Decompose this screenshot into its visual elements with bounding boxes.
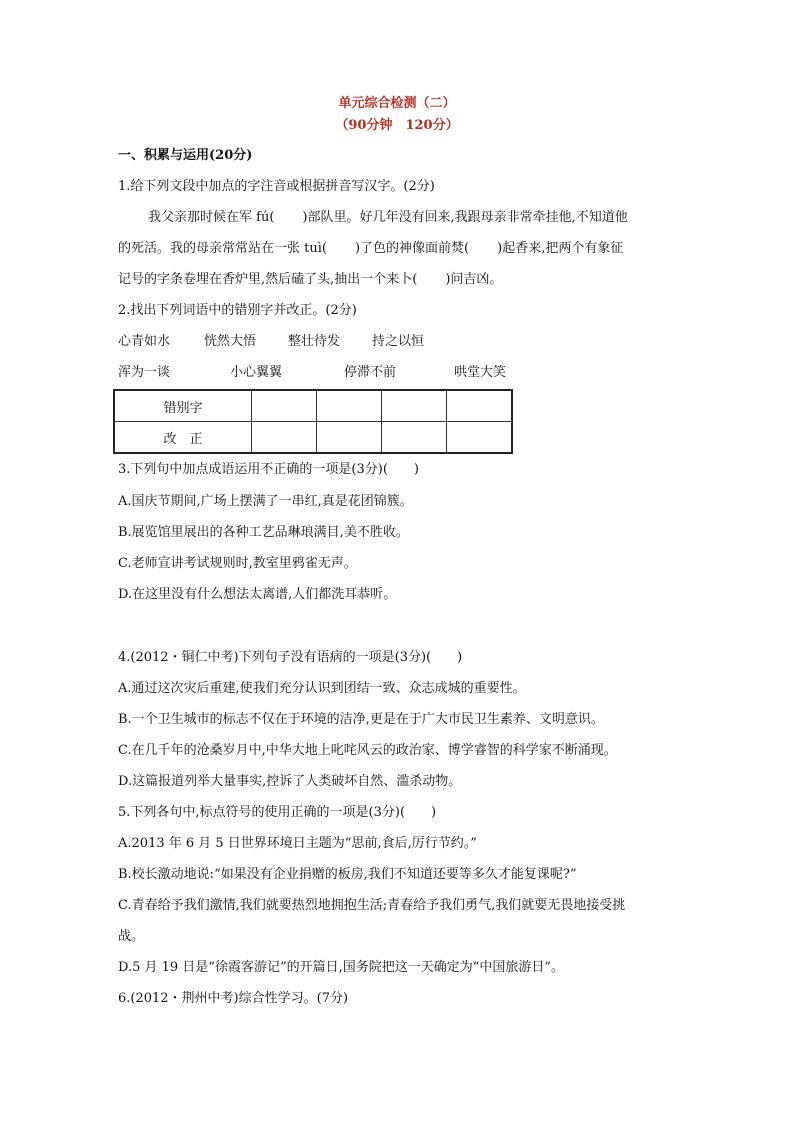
question-2-stem: 2.找出下列词语中的错别字并改正。(2分) [118,303,357,318]
answer-cell[interactable] [252,422,317,454]
question-6-stem: 6.(2012・荆州中考)综合性学习。(7分) [118,991,349,1006]
answer-cell[interactable] [447,422,513,454]
question-5-option-c-cont: 战。 [118,929,145,944]
question-5-option-a: A.2013 年 6 月 5 日世界环境日主题为“思前,食后,厉行节约。” [118,836,477,851]
question-4-stem: 4.(2012・铜仁中考)下列句子没有语病的一项是(3分)( ) [118,650,463,665]
answer-cell[interactable] [317,390,382,422]
wrong-char-label: 错别字 [114,390,252,422]
word-item: 恍然大悟 [204,334,257,349]
question-4-option-a: A.通过这次灾后重建,使我们充分认识到团结一致、众志成城的重要性。 [118,681,526,696]
question-3-stem: 3.下列句中加点成语运用不正确的一项是(3分)( ) [118,462,419,477]
section-heading: 一、积累与运用(20分) [118,148,253,163]
exam-subtitle: （90分钟 120分） [335,118,459,133]
exam-title: 单元综合检测（二） [338,96,456,111]
word-item: 整壮待发 [288,334,341,349]
question-5-stem: 5.下列各句中,标点符号的使用正确的一项是(3分)( ) [118,805,437,820]
word-item: 持之以恒 [372,334,425,349]
question-3-option-c: C.老师宣讲考试规则时,教室里鸦雀无声。 [118,556,357,571]
answer-cell[interactable] [447,390,513,422]
word-item: 小心翼翼 [230,365,283,380]
word-item: 哄堂大笑 [454,365,507,380]
table-row [114,390,512,422]
question-3-option-b: B.展览馆里展出的各种工艺品琳琅满目,美不胜收。 [118,525,409,540]
question-1-stem: 1.给下列文段中加点的字注音或根据拼音写汉字。(2分) [118,179,435,194]
word-item: 停滞不前 [344,365,397,380]
answer-cell[interactable] [382,390,447,422]
question-3-option-a: A.国庆节期间,广场上摆满了一串红,真是花团锦簇。 [118,494,413,509]
question-5-option-d: D.5 月 19 日是“徐霞客游记”的开篇日,国务院把这一天确定为“中国旅游日”。 [118,960,565,975]
answer-cell[interactable] [317,422,382,454]
question-4-option-c: C.在几千年的沧桑岁月中,中华大地上叱咤风云的政治家、博学睿智的科学家不断涌现。 [118,743,617,758]
question-1-line-1: 我父亲那时候在军 fú( )部队里。好几年没有回来,我跟母亲非常牵挂他,不知道他 [148,210,628,225]
answer-cell[interactable] [252,390,317,422]
question-3-option-d: D.在这里没有什么想法太离谱,人们都洗耳恭听。 [118,587,397,602]
word-item: 浑为一谈 [118,365,171,380]
correction-label: 改 正 [114,422,252,454]
question-5-option-b: B.校长激动地说:“如果没有企业捐赠的板房,我们不知道还要等多久才能复课呢?” [118,867,577,882]
correction-table [113,389,513,454]
word-item: 心青如水 [118,334,171,349]
question-1-line-2: 的死活。我的母亲常常站在一张 tuì( )了色的神像面前焚( )起香来,把两个有象征 [118,241,624,256]
answer-cell[interactable] [382,422,447,454]
question-4-option-b: B.一个卫生城市的标志不仅在于环境的洁净,更是在于广大市民卫生素养、文明意识。 [118,712,604,727]
question-4-option-d: D.这篇报道列举大量事实,控诉了人类破坏自然、滥杀动物。 [118,774,462,789]
question-5-option-c: C.青春给予我们激情,我们就要热烈地拥抱生活;青春给予我们勇气,我们就要无畏地接受挑 [118,898,626,913]
question-1-line-3: 记号的字条卷埋在香炉里,然后磕了头,抽出一个来卜( )问吉凶。 [118,272,503,287]
table-row [114,422,512,454]
